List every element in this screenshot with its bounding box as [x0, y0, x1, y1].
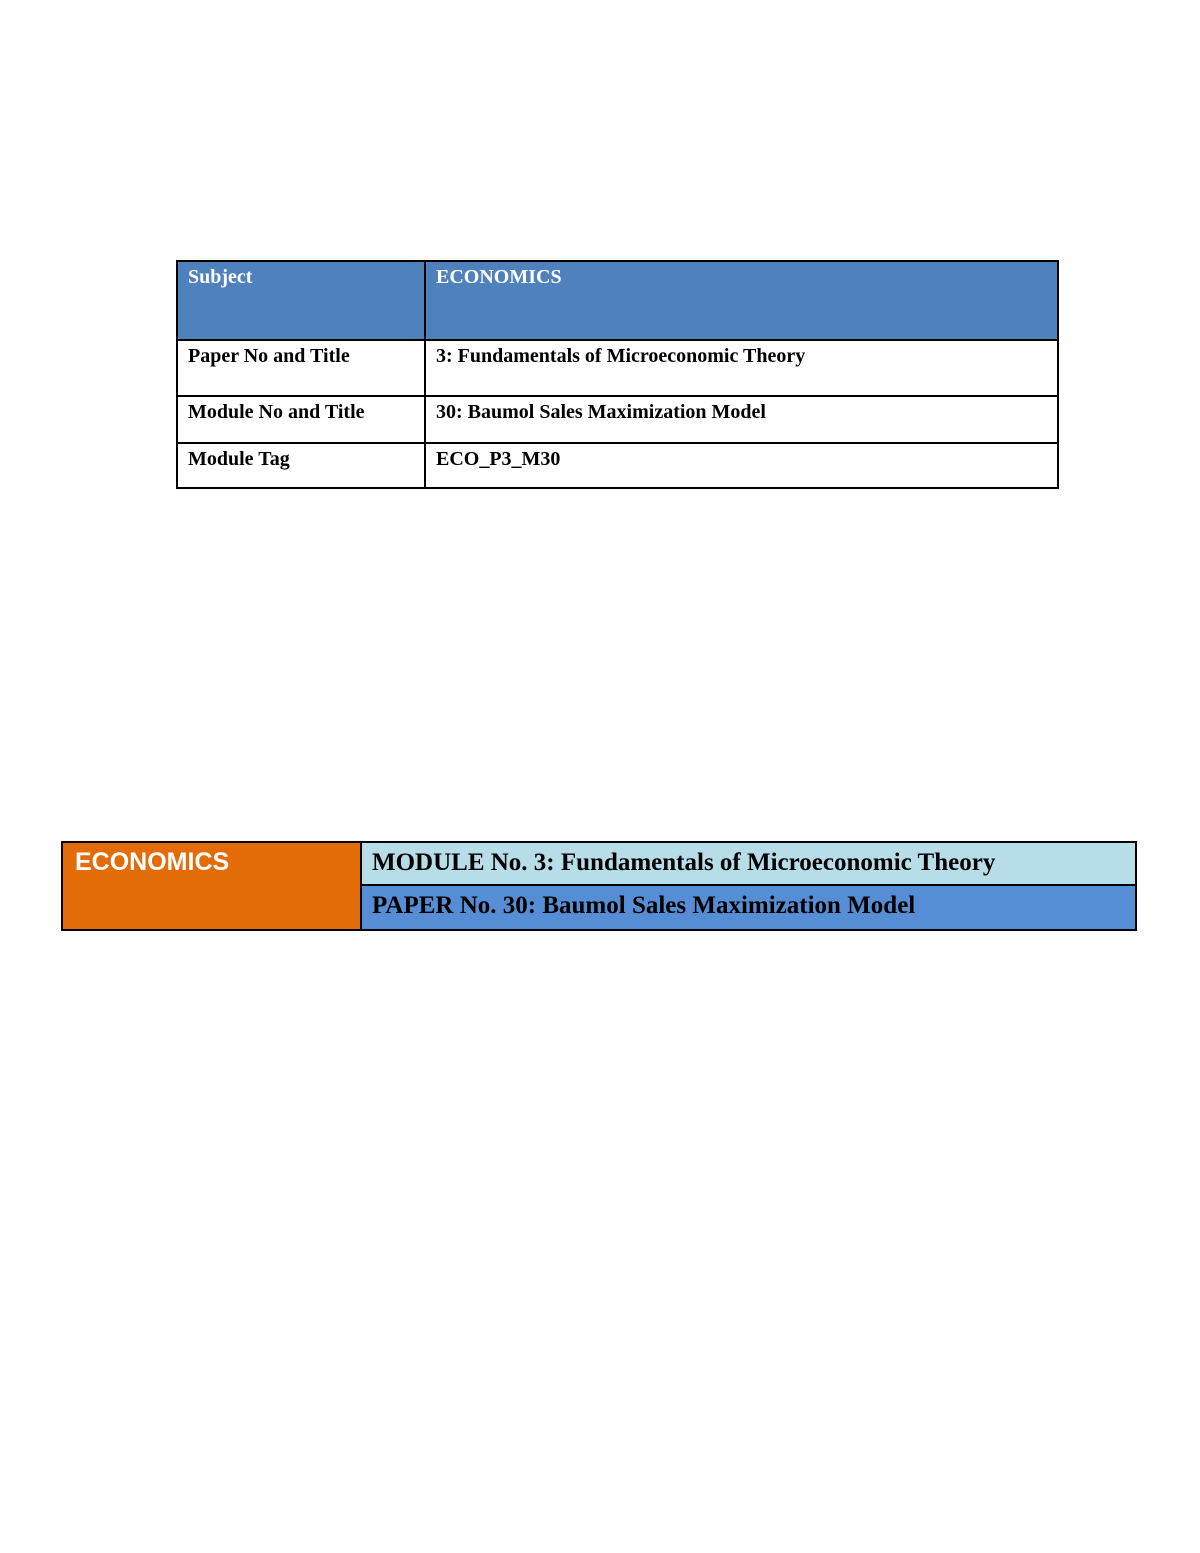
- banner-paper-line: PAPER No. 30: Baumol Sales Maximization Model: [362, 886, 1135, 929]
- module-tag-label: Module Tag: [177, 443, 425, 488]
- paper-value: 3: Fundamentals of Microeconomic Theory: [425, 340, 1058, 396]
- subject-value: ECONOMICS: [425, 261, 1058, 340]
- module-label: Module No and Title: [177, 396, 425, 443]
- banner-module-line: MODULE No. 3: Fundamentals of Microeconomic Theory: [362, 843, 1135, 886]
- table-row: [177, 340, 1058, 396]
- module-value: 30: Baumol Sales Maximization Model: [425, 396, 1058, 443]
- table-header-row: [177, 261, 1058, 340]
- module-tag-value: ECO_P3_M30: [425, 443, 1058, 488]
- table-row: [177, 396, 1058, 443]
- table-row: [177, 443, 1058, 488]
- banner-titles: [362, 843, 1135, 929]
- module-info-table: [176, 260, 1059, 489]
- footer-banner: [61, 841, 1137, 931]
- banner-subject: ECONOMICS: [63, 843, 362, 929]
- subject-label: Subject: [177, 261, 425, 340]
- paper-label: Paper No and Title: [177, 340, 425, 396]
